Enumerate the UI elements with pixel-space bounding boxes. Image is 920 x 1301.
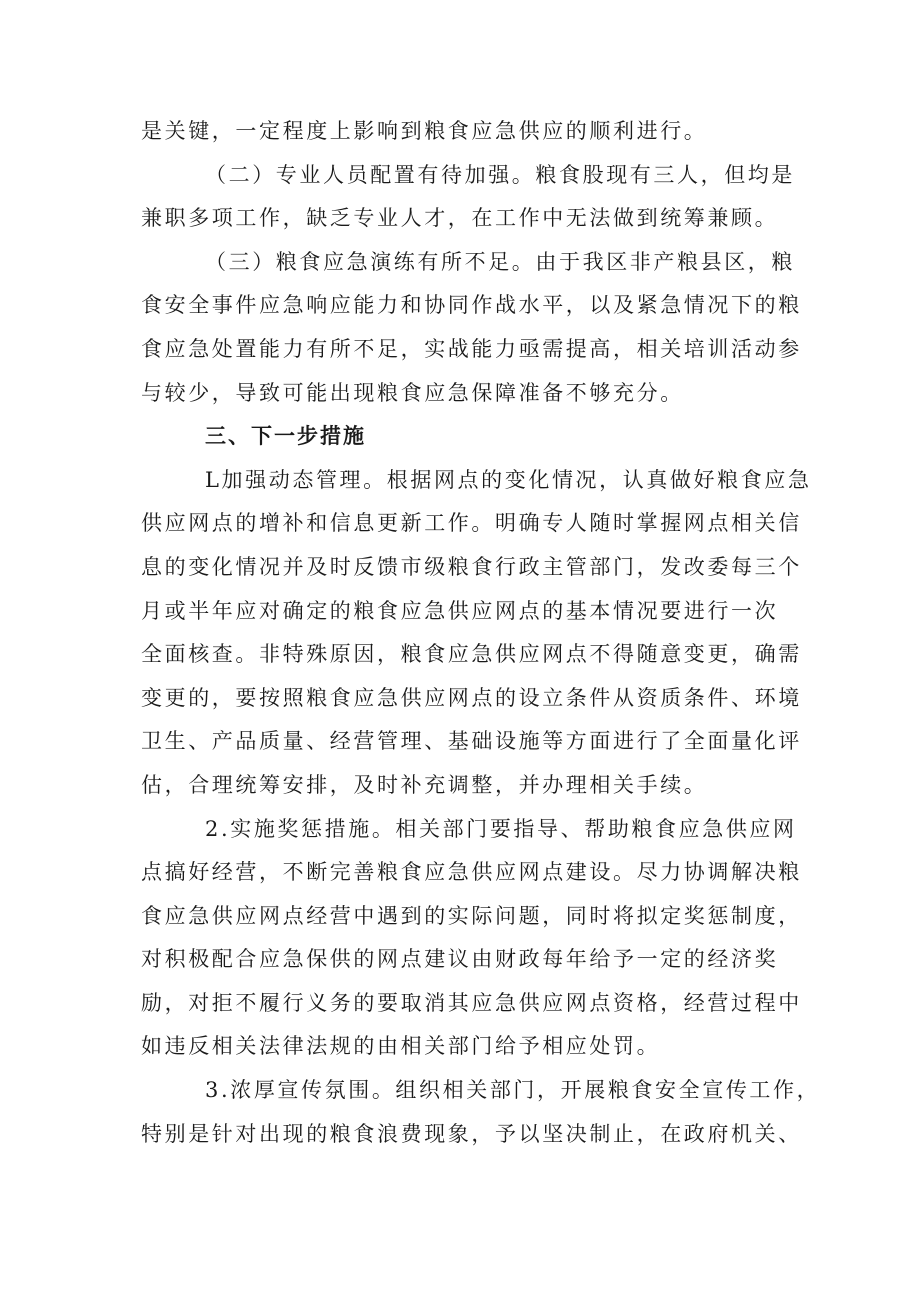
document-body — [141, 110, 821, 1156]
measure-2-line: 对积极配合应急保供的网点建议由财政每年给予一定的经济奖 — [141, 947, 779, 972]
paragraph-3-line: （三）粮食应急演练有所不足。由于我区非产粮县区，粮 — [205, 249, 795, 274]
measure-1-line: 供应网点的增补和信息更新工作。明确专人随时掌握网点相关信 — [141, 511, 802, 536]
measure-2-line: 励，对拒不履行义务的要取消其应急供应网点资格，经营过程中 — [141, 990, 802, 1015]
measure-1-line: 卫生、产品质量、经营管理、基础设施等方面进行了全面量化评 — [141, 729, 802, 754]
paragraph-tail-line: 是关键，一定程度上影响到粮食应急供应的顺利进行。 — [141, 119, 708, 143]
paragraph-3-line: 食安全事件应急响应能力和协同作战水平，以及紧急情况下的粮 — [141, 293, 802, 318]
measure-1-line: 变更的，要按照粮食应急供应网点的设立条件从资质条件、环境 — [141, 685, 802, 710]
section-heading: 三、下一步措施 — [205, 424, 366, 449]
measure-1-line: L加强动态管理。根据网点的变化情况，认真做好粮食应急 — [205, 467, 812, 492]
measure-2-line: 食应急供应网点经营中遇到的实际问题，同时将拟定奖惩制度， — [141, 903, 802, 928]
paragraph-3-line: 与较少，导致可能出现粮食应急保障准备不够充分。 — [141, 380, 684, 405]
measure-3-line: 3.浓厚宣传氛围。组织相关部门，开展粮食安全宣传工作， — [205, 1078, 821, 1103]
measure-2-line: 如违反相关法律法规的由相关部门给予相应处罚。 — [141, 1034, 661, 1059]
measure-2-line: 2.实施奖惩措施。相关部门要指导、帮助粮食应急供应网 — [205, 816, 797, 841]
measure-1-line: 估，合理统筹安排，及时补充调整，并办理相关手续。 — [141, 772, 708, 797]
measure-3-line: 特别是针对出现的粮食浪费现象，予以坚决制止，在政府机关、 — [141, 1121, 802, 1146]
measure-1-line: 全面核查。非特殊原因，粮食应急供应网点不得随意变更，确需 — [141, 642, 802, 667]
measure-1-line: 月或半年应对确定的粮食应急供应网点的基本情况要进行一次 — [141, 598, 779, 623]
paragraph-3-line: 食应急处置能力有所不足，实战能力亟需提高，相关培训活动参 — [141, 336, 802, 361]
paragraph-2-line: （二）专业人员配置有待加强。粮食股现有三人，但均是 — [205, 162, 795, 187]
measure-2-line: 点搞好经营，不断完善粮食应急供应网点建设。尽力协调解决粮 — [141, 860, 802, 885]
paragraph-2-line: 兼职多项工作，缺乏专业人才，在工作中无法做到统筹兼顾。 — [141, 206, 779, 231]
measure-1-line: 息的变化情况并及时反馈市级粮食行政主管部门，发改委每三个 — [141, 554, 802, 579]
